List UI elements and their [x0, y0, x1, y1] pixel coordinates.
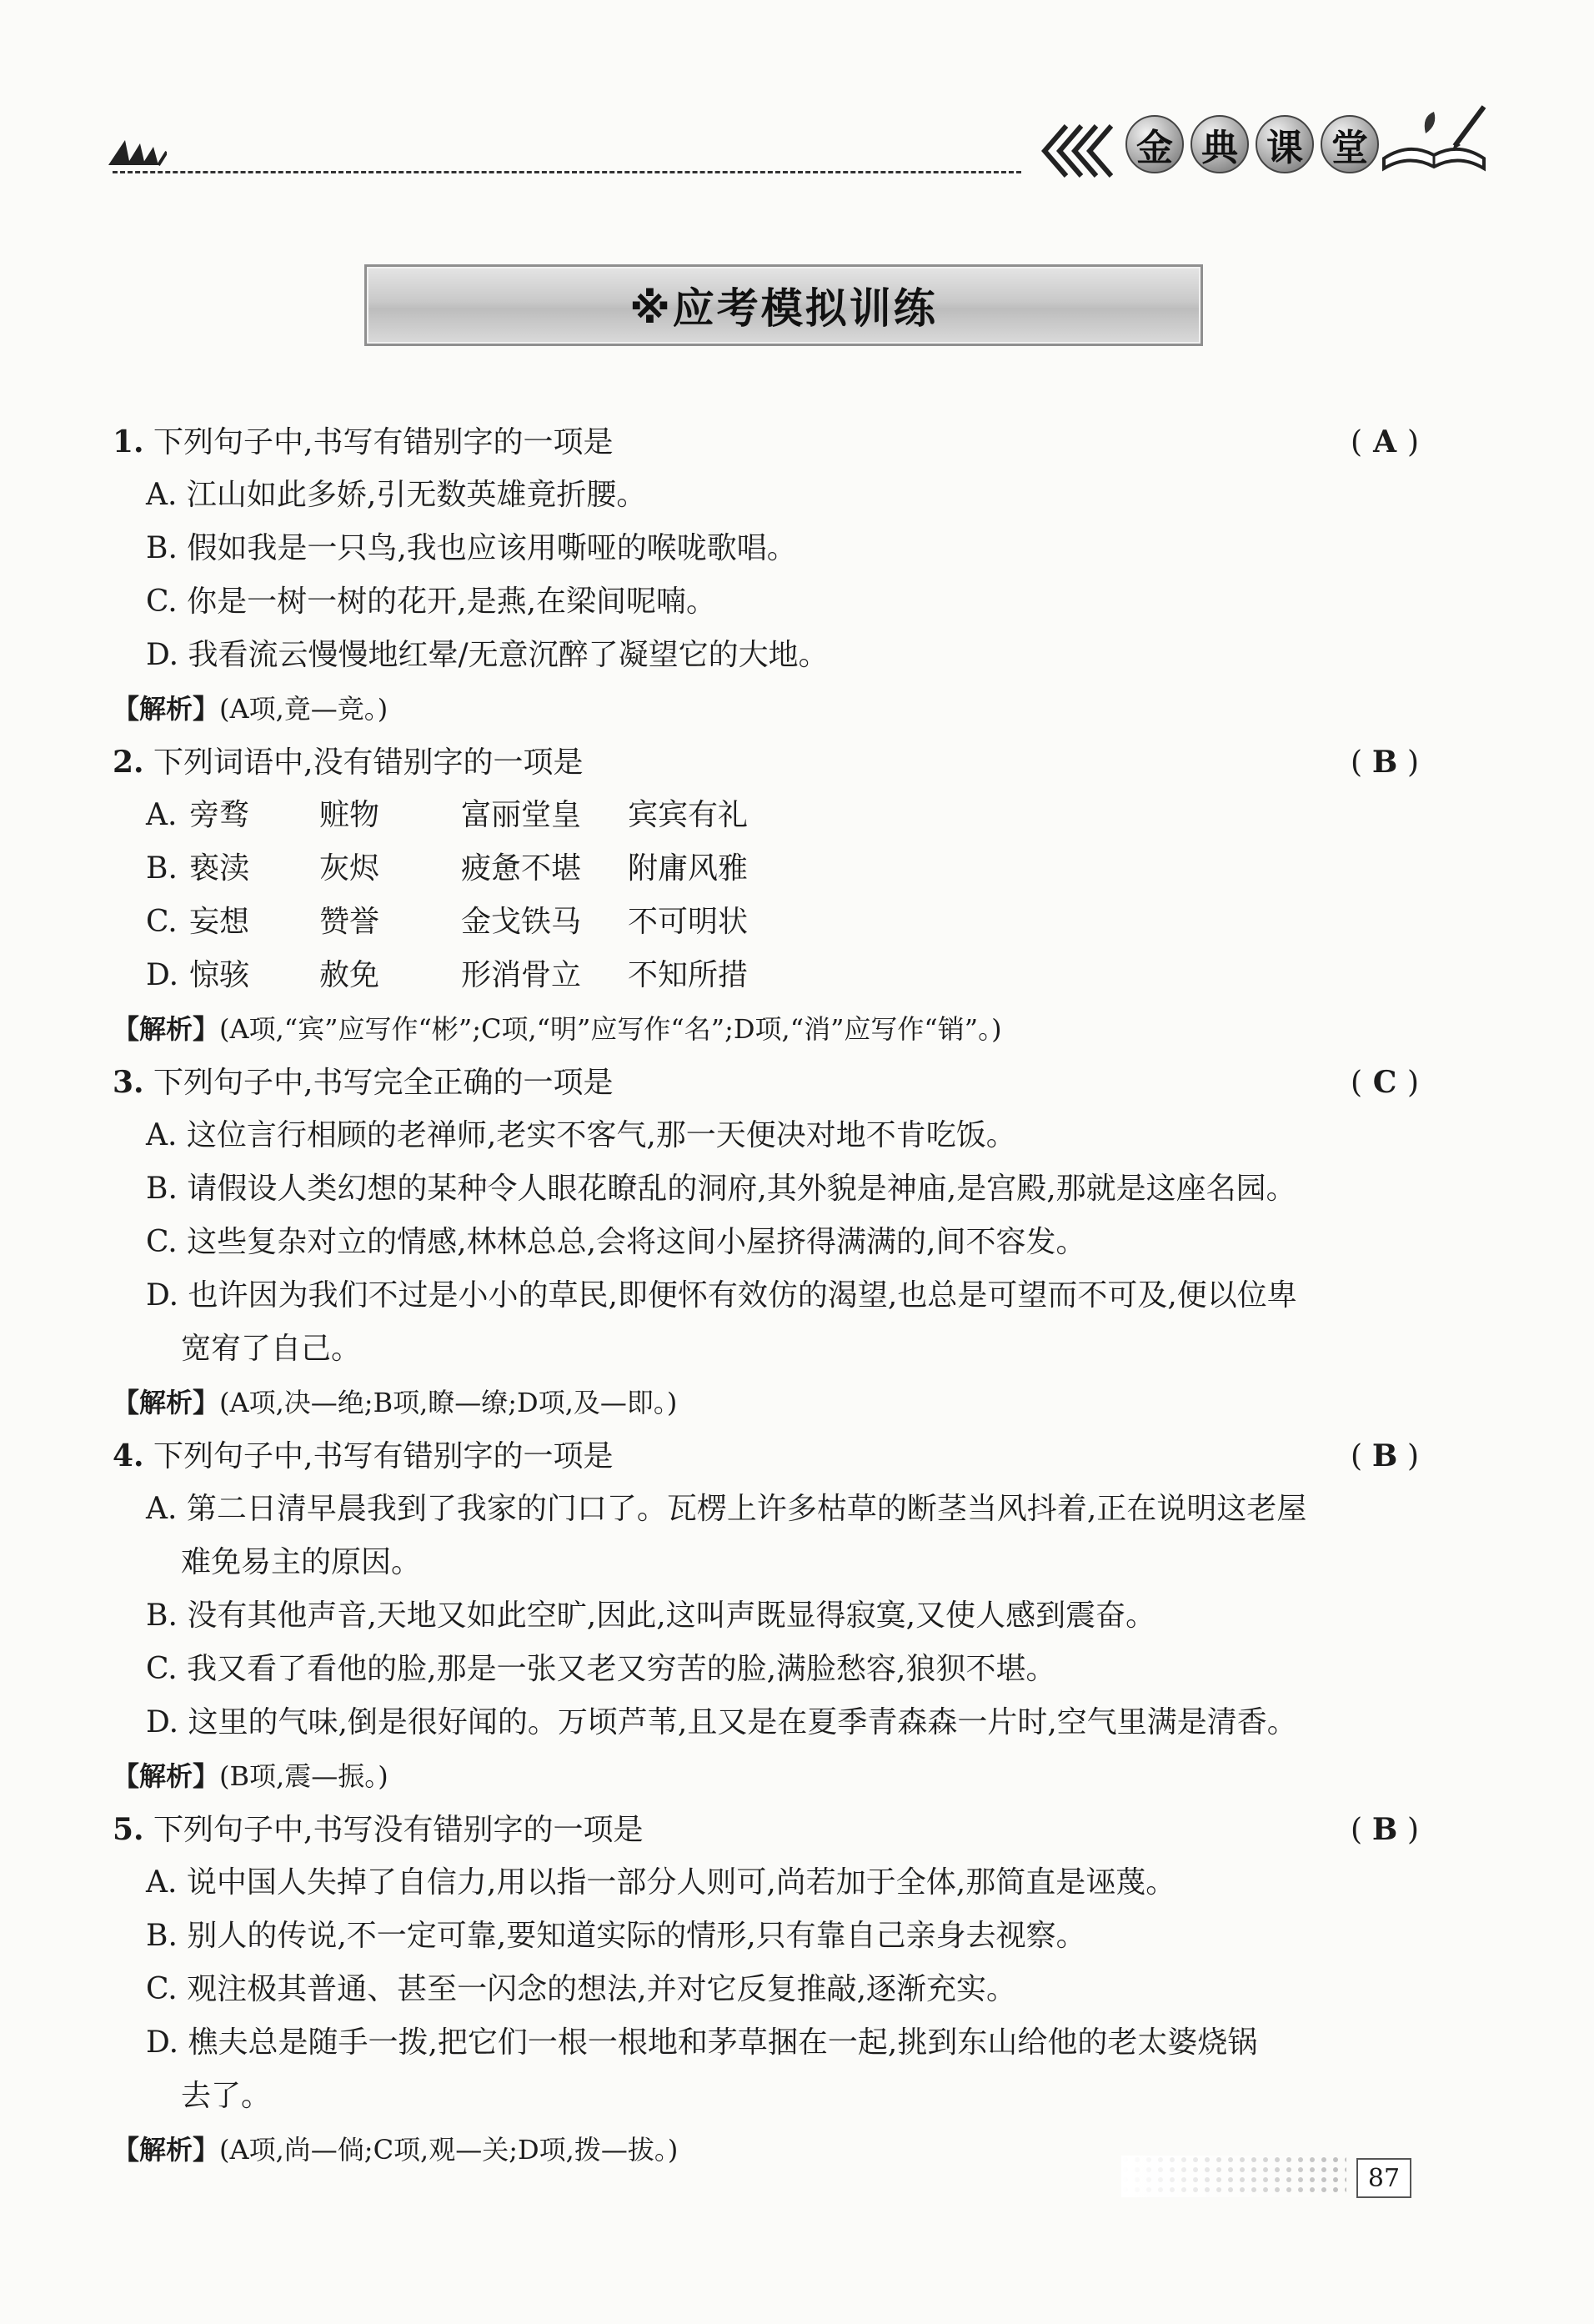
question-number: 5. [113, 1812, 144, 1847]
option-word: 疲惫不堪 [461, 851, 582, 886]
option-word: 妄想 [189, 905, 250, 939]
answer-box: ( B ) [1351, 1803, 1419, 1857]
option-continuation: 去了。 [181, 2079, 272, 2113]
option-letter: B. [146, 851, 178, 886]
open-book-pen-icon [1376, 100, 1492, 175]
option-line: B. 别人的传说,不一定可靠,要知道实际的情形,只有靠自己亲身去视察。 [146, 1919, 1086, 1953]
question-text: 下列词语中,没有错别字的一项是 [153, 745, 584, 780]
question-stem [113, 735, 1446, 789]
question-number: 3. [113, 1065, 144, 1100]
question-number: 4. [113, 1438, 144, 1473]
word-option-line [113, 789, 1446, 842]
analysis-text: (B项,震—振。) [219, 1760, 388, 1792]
option-line: D. 这里的气味,倒是很好闻的。万顷芦苇,且又是在夏季青森森一片时,空气里满是清香。 [146, 1705, 1297, 1739]
option-word: 不可明状 [628, 905, 749, 939]
option-word: 灰烬 [319, 851, 380, 886]
option-word: 富丽堂皇 [461, 798, 582, 832]
analysis-label: 【解析】 [113, 1013, 220, 1045]
section-title-banner [364, 264, 1203, 346]
analysis-label: 【解析】 [113, 1387, 220, 1418]
option-word: 赃物 [319, 798, 380, 832]
analysis-text: (A项,尚—倘;C项,观—关;D项,拨—拔。) [219, 2134, 679, 2166]
option-line: C. 你是一树一树的花开,是燕,在梁间呢喃。 [146, 585, 717, 619]
option-continuation: 难免易主的原因。 [181, 1545, 422, 1579]
answer-box: ( C ) [1351, 1056, 1419, 1110]
option-line: B. 没有其他声音,天地又如此空旷,因此,这叫声既显得寂寞,又使人感到震奋。 [146, 1599, 1156, 1633]
option-line: D. 樵夫总是随手一拨,把它们一根一根地和茅草捆在一起,挑到东山给他的老太婆烧锅 [146, 2025, 1258, 2060]
question-list [113, 415, 1446, 2176]
question-block [113, 1429, 1446, 1803]
analysis-text: (A项,“宾”应写作“彬”;C项,“明”应写作“名”;D项,“消”应写作“销”。) [219, 1013, 1002, 1045]
answer-letter: C [1372, 1065, 1397, 1100]
question-block [113, 735, 1446, 1056]
double-chevron-icon [1038, 121, 1113, 181]
page-number [1356, 2158, 1411, 2198]
word-option-line [113, 842, 1446, 896]
option-line: B. 请假设人类幻想的某种令人眼花瞭乱的洞府,其外貌是神庙,是宫殿,那就是这座名园。 [146, 1172, 1296, 1206]
option-line: D. 我看流云慢慢地红晕/无意沉醉了凝望它的大地。 [146, 638, 829, 672]
answer-letter: B [1371, 1438, 1398, 1473]
option-continuation: 宽宥了自己。 [181, 1332, 362, 1366]
question-number: 2. [113, 745, 144, 780]
page-number-text: 87 [1367, 2163, 1401, 2193]
answer-letter: A [1373, 424, 1397, 459]
analysis-label: 【解析】 [113, 2134, 220, 2166]
question-stem [113, 415, 1446, 469]
option-word: 赦免 [319, 958, 380, 992]
header-dashed-rule [113, 171, 1021, 173]
option-word: 宾宾有礼 [628, 798, 749, 832]
question-block [113, 415, 1446, 735]
option-line: C. 这些复杂对立的情感,林林总总,会将这间小屋挤得满满的,间不容发。 [146, 1225, 1086, 1259]
brand-char: 课 [1256, 115, 1314, 173]
word-option-line [113, 896, 1446, 949]
option-line: D. 也许因为我们不过是小小的草民,即便怀有效仿的渴望,也总是可望而不可及,便以位卑 [146, 1278, 1297, 1313]
option-letter: C. [146, 905, 178, 939]
option-word: 不知所措 [628, 958, 749, 992]
option-word: 形消骨立 [461, 958, 582, 992]
option-line: A. 江山如此多娇,引无数英雄竟折腰。 [146, 478, 647, 512]
option-line: A. 这位言行相顾的老禅师,老实不客气,那一天便决对地不肯吃饭。 [146, 1118, 1016, 1152]
option-word: 附庸风雅 [628, 851, 749, 886]
dot-pattern-decoration [1121, 2156, 1346, 2197]
option-letter: A. [146, 798, 178, 832]
question-text: 下列句子中,书写没有错别字的一项是 [153, 1813, 644, 1847]
question-text: 下列句子中,书写有错别字的一项是 [153, 1439, 614, 1473]
option-word: 赞誉 [319, 905, 380, 939]
question-number: 1. [113, 424, 144, 459]
question-stem [113, 1056, 1446, 1109]
answer-box: ( A ) [1351, 415, 1419, 469]
analysis [113, 682, 1446, 735]
analysis [113, 1749, 1446, 1803]
question-stem [113, 1803, 1446, 1856]
analysis-text: (A项,竟—竞。) [219, 693, 388, 725]
answer-letter: B [1371, 745, 1398, 780]
option-line: B. 假如我是一只鸟,我也应该用嘶哑的喉咙歌唱。 [146, 531, 797, 565]
option-word: 惊骇 [189, 958, 250, 992]
page-header [0, 0, 1594, 200]
page-title: ※应考模拟训练 [629, 284, 938, 333]
brand-logo [1125, 115, 1379, 173]
word-option-line [113, 949, 1446, 1002]
option-word: 旁骛 [189, 798, 250, 832]
option-line: A. 说中国人失掉了自信力,用以指一部分人则可,尚若加于全体,那简直是诬蔑。 [146, 1865, 1176, 1900]
option-letter: D. [146, 958, 179, 992]
option-line: A. 第二日清早晨我到了我家的门口了。瓦楞上许多枯草的断茎当风抖着,正在说明这老屋 [146, 1492, 1307, 1526]
option-line: C. 我又看了看他的脸,那是一张又老又穷苦的脸,满脸愁容,狼狈不堪。 [146, 1652, 1056, 1686]
option-word: 金戈铁马 [461, 905, 582, 939]
brand-char: 金 [1125, 115, 1184, 173]
option-word: 亵渎 [189, 851, 250, 886]
answer-box: ( B ) [1351, 735, 1419, 790]
analysis-label: 【解析】 [113, 693, 220, 725]
brand-char: 典 [1190, 115, 1249, 173]
question-block [113, 1803, 1446, 2176]
answer-letter: B [1371, 1812, 1398, 1847]
question-stem [113, 1429, 1446, 1483]
analysis-label: 【解析】 [113, 1760, 220, 1792]
brand-char: 堂 [1321, 115, 1379, 173]
analysis [113, 1376, 1446, 1429]
analysis-text: (A项,决—绝;B项,瞭—缭;D项,及—即。) [219, 1387, 678, 1418]
question-text: 下列句子中,书写完全正确的一项是 [153, 1066, 614, 1100]
triangles-decoration-icon [108, 133, 167, 167]
option-line: C. 观注极其普通、甚至一闪念的想法,并对它反复推敲,逐渐充实。 [146, 1972, 1017, 2006]
analysis [113, 1002, 1446, 1056]
question-block [113, 1056, 1446, 1429]
question-text: 下列句子中,书写有错别字的一项是 [153, 425, 614, 459]
answer-box: ( B ) [1351, 1429, 1419, 1483]
